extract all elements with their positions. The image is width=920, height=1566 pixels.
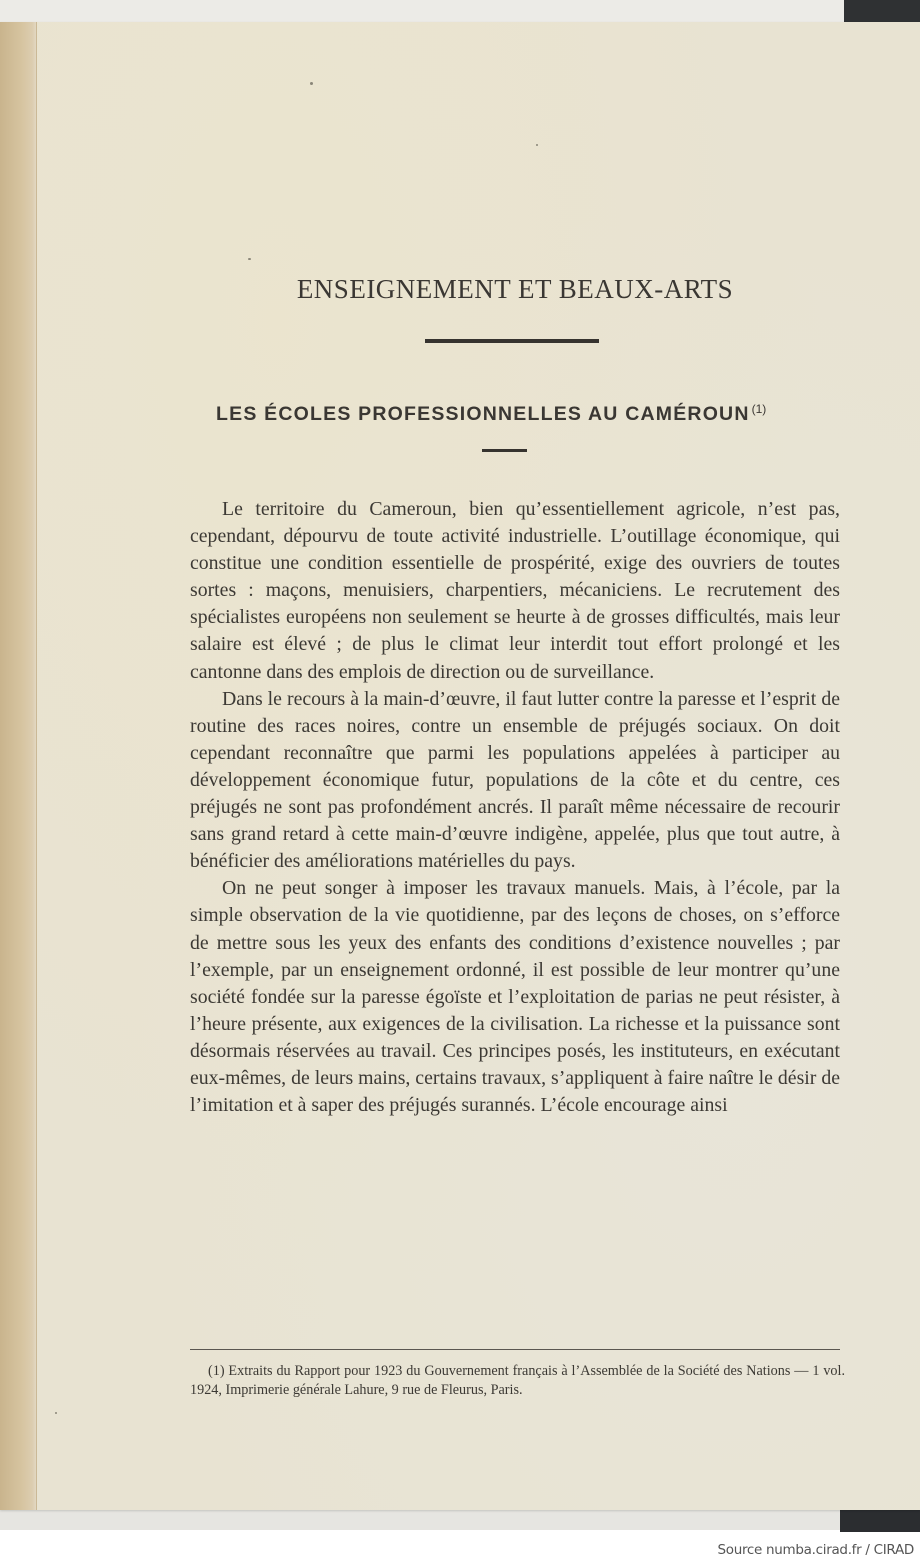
title-rule [425,339,599,343]
book-page [0,22,920,1510]
paragraph: Le territoire du Cameroun, bien qu’essentiellement agricole, n’est pas, cependant, dépourvu de toute activité industrielle. L’outillage économique, qui constitue une condition essentielle de prospérité, exige des ouvriers de toutes sortes : maçons, menuisiers, charpentiers, mécaniciens. Le recrutement des spécialistes européens non seulement se heurte à de grosses difficultés, mais leur salaire est élevé ; de plus le climat leur interdit tout effort prolongé et les cantonne dans des emplois de direction ou de surveillance. [190,498,840,683]
page-stack-edge [0,22,37,1510]
paper-speck [536,144,538,146]
book-cover-edge-bottom [840,1510,920,1532]
footnote-divider [190,1349,840,1350]
source-credit: Source numba.cirad.fr / CIRAD [717,1542,914,1558]
section-title-text: LES ÉCOLES PROFESSIONNELLES AU CAMÉROUN [216,403,750,425]
section-title [216,402,856,426]
main-title: ENSEIGNEMENT ET BEAUX-ARTS [296,274,734,304]
footnote: (1) Extraits du Rapport pour 1923 du Gouvernement français à l’Assemblée de la Société des Nations — 1 vol. 1924, Imprimerie générale Lahure, 9 rue de Fleurus, Paris. [190,1363,845,1398]
footnote-marker: (1) [751,402,767,416]
section-rule [482,449,527,452]
paper-speck [248,258,251,260]
paper-speck [310,82,313,85]
paper-speck [55,1412,57,1414]
article-body [190,496,840,1119]
paragraph: On ne peut songer à imposer les travaux manuels. Mais, à l’école, par la simple observation de la vie quotidienne, par des leçons de choses, on s’efforce de mettre sous les yeux des enfants des conditions d’existence nouvelles ; par l’exemple, par un enseignement ordonné, il est possible de leur montrer qu’une société fondée sur la paresse égoïste et l’exploitation de parias ne peut résister, à l’heure présente, aux exigences de la civilisation. La richesse et la puissance sont désormais réservées au travail. Ces principes posés, les instituteurs, en exécutant eux-mêmes, de leurs mains, certains travaux, s’appliquent à faire naître le désir de l’imitation et à saper des préjugés surannés. L’école encourage ainsi [190,877,840,1117]
paragraph: Dans le recours à la main-d’œuvre, il faut lutter contre la paresse et l’esprit de routine des races noires, contre un ensemble de préjugés sociaux. On doit cependant reconnaître que parmi les populations appelées à participer au développement économique futur, populations de la côte et du centre, ces préjugés ne sont pas profondément ancrés. Il paraît même nécessaire de recourir sans grand retard à cette main-d’œuvre indigène, appelée, plus que tout autre, à bénéficier des améliorations matérielles du pays. [190,687,840,873]
